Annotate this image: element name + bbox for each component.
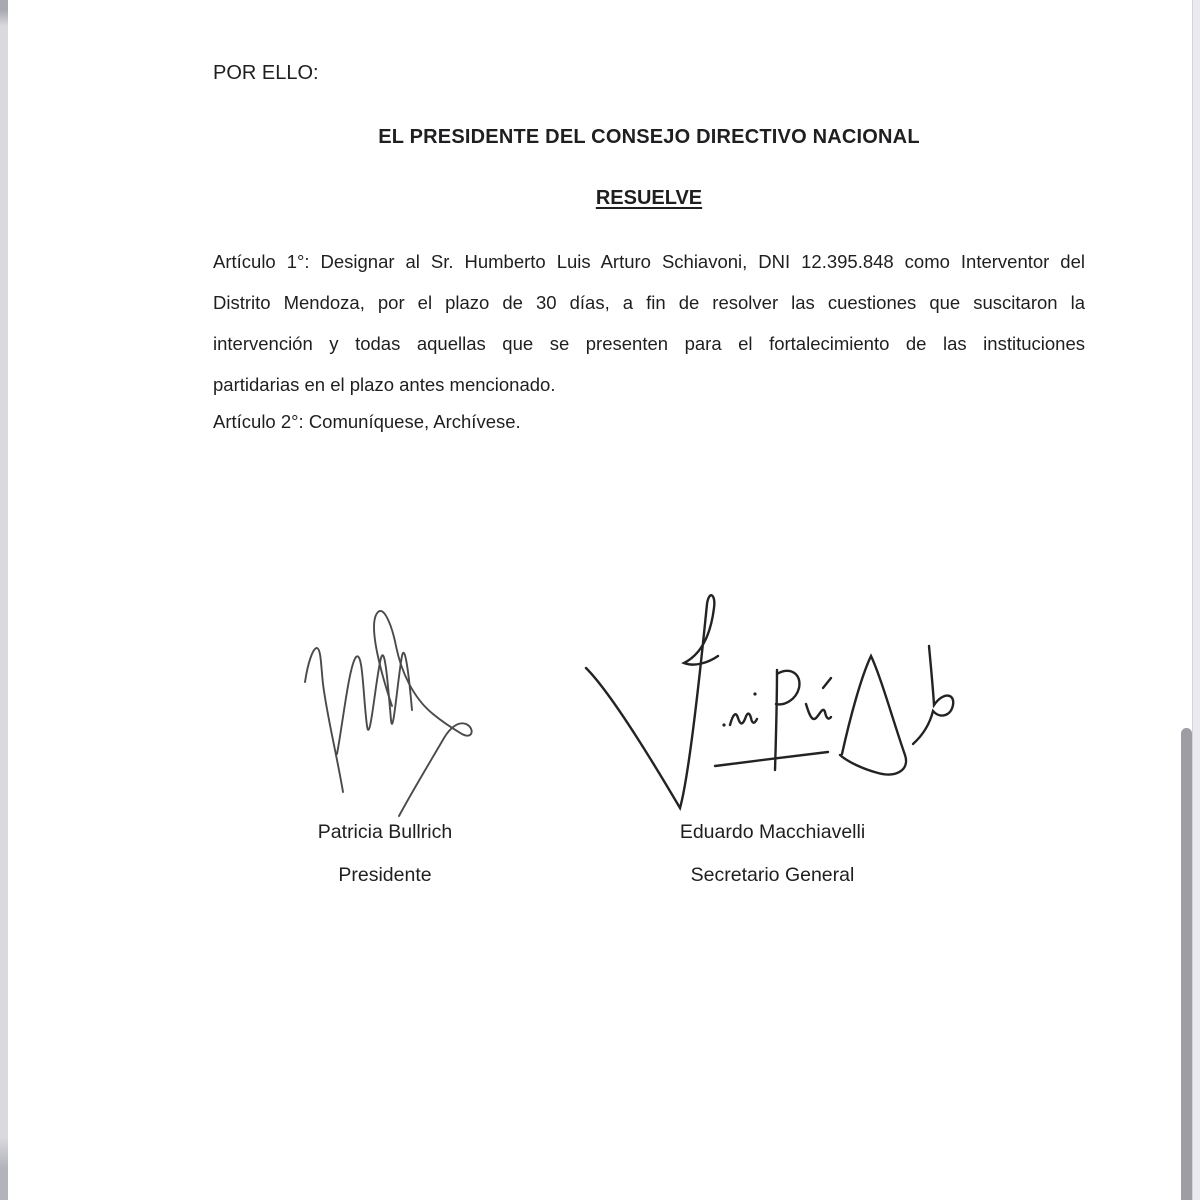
signature-stroke bbox=[337, 653, 412, 754]
intro-line: POR ELLO: bbox=[213, 62, 319, 84]
signature-stroke bbox=[775, 670, 777, 770]
article-1-line-4: partidarias en el plazo antes mencionado. bbox=[213, 374, 556, 395]
signer-name-eduardo-macchiavelli: Eduardo Macchiavelli bbox=[679, 821, 866, 843]
signature-stroke bbox=[776, 671, 799, 705]
scrollbar-track[interactable] bbox=[1192, 0, 1200, 1200]
signature-stroke bbox=[913, 646, 953, 744]
signature-stroke bbox=[715, 752, 828, 766]
resolve-heading: RESUELVE bbox=[595, 187, 703, 209]
article-1-paragraph bbox=[213, 241, 1085, 405]
signature-stroke bbox=[840, 656, 906, 774]
signature-stroke bbox=[823, 678, 831, 688]
signature-dot bbox=[722, 723, 725, 726]
document-title: EL PRESIDENTE DEL CONSEJO DIRECTIVO NACIONAL bbox=[378, 126, 920, 148]
article-2-line: Artículo 2°: Comuníquese, Archívese. bbox=[213, 411, 521, 432]
signature-stroke bbox=[586, 595, 718, 808]
signature-eduardo-macchiavelli-image bbox=[578, 592, 973, 827]
article-1-line-3: intervención y todas aquellas que se presenten para el fortalecimiento de las instituciones bbox=[213, 333, 1085, 354]
signature-stroke bbox=[730, 714, 757, 725]
article-1-line-1: Artículo 1°: Designar al Sr. Humberto Luis Arturo Schiavoni, DNI 12.395.848 como Interventor del bbox=[213, 251, 1085, 272]
signature-stroke bbox=[305, 648, 343, 792]
signer-role-presidente: Presidente bbox=[338, 864, 432, 886]
article-1-line-2: Distrito Mendoza, por el plazo de 30 días, a fin de resolver las cuestiones que suscitaron la bbox=[213, 292, 1085, 313]
signature-stroke bbox=[374, 611, 472, 816]
signature-dot bbox=[753, 692, 756, 695]
signature-stroke bbox=[806, 704, 831, 719]
signer-role-secretario-general: Secretario General bbox=[690, 864, 855, 886]
scrollbar-thumb[interactable] bbox=[1181, 728, 1192, 1200]
left-edge-strip bbox=[0, 0, 8, 1200]
signature-patricia-bullrich-image bbox=[293, 604, 483, 822]
signer-name-patricia-bullrich: Patricia Bullrich bbox=[317, 821, 453, 843]
